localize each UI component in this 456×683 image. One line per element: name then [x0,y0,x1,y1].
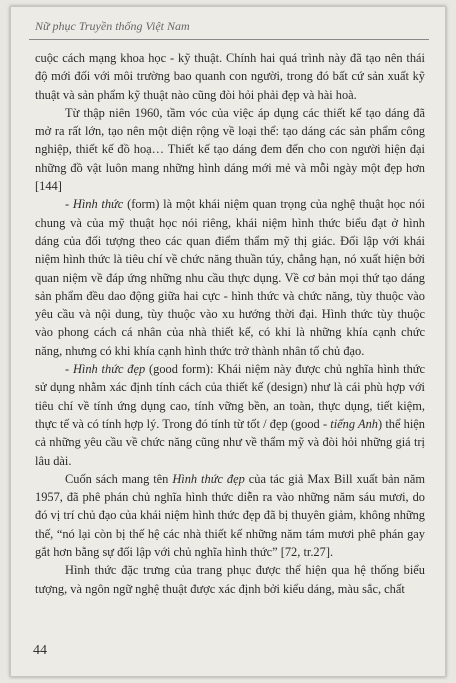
paragraph-text: Cuốn sách mang tên [65,471,173,486]
paragraph-text: (form) là một khái niệm quan trọng của nghệ thuật học nói chung và của mỹ thuật học nói riêng, khái niệm hình thức biểu đạt ở hình dáng của đối tượng theo các quan điểm thẩm mỹ thị giác. Đối lập với khái niệm hình thức là tiêu chí về chức năng thuần túy, chẳng hạn, nó xuất hiện bởi quan niệm về đáp ứng những nhu cầu thực dụng. Về cơ bản mọi thứ tạo dáng sản phẩm đều dao động giữa hai cực - hình thức và chức năng, tùy thuộc vào yêu cầu và nội dung, tùy thuộc vào xu hướng thời đại. Hình thức tùy thuộc vào phong cách cá nhân của nhà thiết kế, có khi là những khía cạnh chức năng, nhưng có khi khía cạnh hình thức trở thành nhân tố chủ đạo. [35,197,426,358]
paragraph-text: Hình thức đặc trưng của trang phục được thể hiện qua hệ thống biểu tượng, và ngôn ngữ nghệ thuật được xác định bởi kiểu dáng, màu sắc, chất [35,563,425,596]
paragraph-text: (good form): Khái niệm này được chủ nghĩa hình thức sử dụng nhằm xác định tính cách của thiết kế (design) như là cái phù hợp với tiêu chí về tính ứng dụng cao, tính vững bền, an toàn, thực dụng, tiết kiệm, thực tế và có tính hợp lý. Trong đó tính từ tốt / đẹp (good - [35,362,425,431]
book-page [10,6,446,677]
page-body [35,49,425,598]
paragraph-definition [35,195,425,360]
paragraph-text: Từ thập niên 1960, tầm vóc của việc áp dụng các thiết kế tạo dáng đã mở ra rất lớn, tạo nên một diện rộng về loại thể: tạo dáng các sản phẩm công nghiệp, thiết kế đồ hoạ… Thiết kế tạo dáng đem đến cho con người hiện đại những đồ vật luôn mang những hình dáng mới mẻ và mỗi ngày một đẹp hơn [144] [35,105,425,194]
paragraph [35,104,425,195]
paragraph [35,561,425,598]
paragraph-text: của tác giả Max Bill xuất bản năm 1957, đã phê phán chủ nghĩa hình thức diễn ra vào những năm sáu mươi, do đó vị trí chủ đạo của khái niệm hình thức đẹp đã bị thuyên giảm, không những thế, “nó lại còn bị thế hệ các nhà thiết kế những năm tám mươi phê phán gay gắt hơn bằng sự đối lập với chủ nghĩa hình thức” [72, tr.27]. [35,471,425,560]
paragraph-text: cuộc cách mạng khoa học - kỹ thuật. Chính hai quá trình này đã tạo nên thái độ mới đối với môi trường bao quanh con người, trong đó bất cứ sản xuất kỹ thuật và sản phẩm kỹ thuật nào cũng đòi hỏi phải đẹp và hài hoà. [35,51,425,102]
paragraph [35,470,425,561]
running-header: Nữ phục Truyền thống Việt Nam [35,19,190,33]
page-number: 44 [33,643,47,658]
term: - Hình thức [65,197,124,212]
header-rule [29,39,429,40]
book-title: Hình thức đẹp [172,471,245,486]
paragraph [35,49,425,104]
term: tiếng Anh [330,416,378,431]
paragraph-text: ) thể hiện cả những yêu cầu về chức năng cũng như về thẩm mỹ và đòi hỏi những giá trị lâu dài. [35,416,426,468]
term: - Hình thức đẹp [65,362,146,377]
paragraph-definition [35,360,425,470]
